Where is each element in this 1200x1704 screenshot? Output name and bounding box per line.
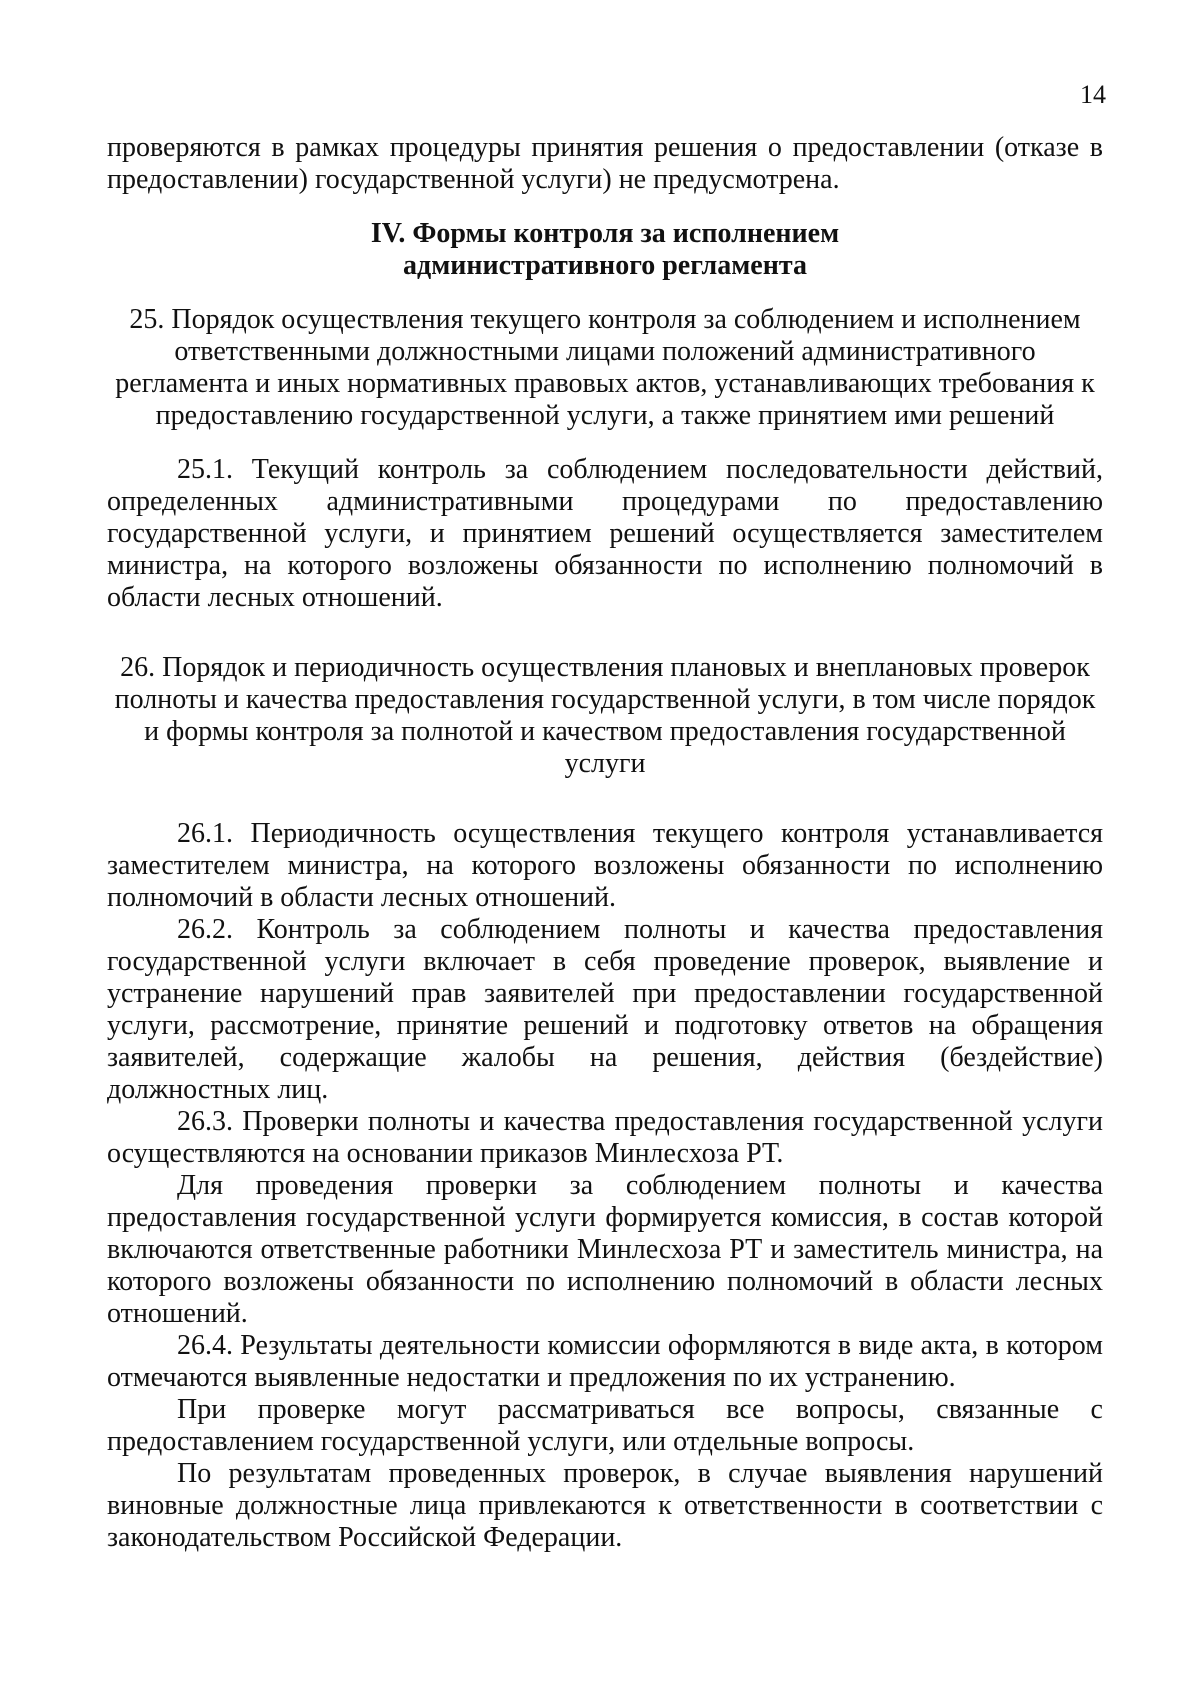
paragraph-25-1: 25.1. Текущий контроль за соблюдением последовательности действий, определенных административными процедурами по предоставлению государственной услуги, и принятием решений осуществляется заместителем министра, на которого возложены обязанности по исполнению полномочий в области лесных отношений.: [107, 454, 1103, 613]
paragraph-26-1: 26.1. Периодичность осуществления текущего контроля устанавливается заместителем министра, на которого возложены обязанности по исполнению полномочий в области лесных отношений.: [107, 818, 1103, 913]
section-heading-line-2: административного регламента: [403, 250, 807, 281]
section-heading-line-1: IV. Формы контроля за исполнением: [370, 218, 840, 249]
subsection-26-heading: 26. Порядок и периодичность осуществления плановых и внеплановых проверок полноты и качества предоставления государственной услуги, в том числе порядок и формы контроля за полнотой и качеством предоставления государственной услуги: [114, 652, 1096, 779]
page-number: 14: [1080, 80, 1106, 109]
paragraph-26-3: 26.3. Проверки полноты и качества предоставления государственной услуги осуществляются на основании приказов Минлесхоза РТ.: [107, 1106, 1103, 1169]
subsection-25-heading: 25. Порядок осуществления текущего контроля за соблюдением и исполнением ответственными должностными лицами положений административного регламента и иных нормативных правовых актов, устанавливающих требования к предоставлению государственной услуги, а также принятием ими решений: [115, 304, 1095, 431]
paragraph-26-2: 26.2. Контроль за соблюдением полноты и качества предоставления государственной услуги включает в себя проведение проверок, выявление и устранение нарушений прав заявителей при предоставлении государственной услуги, рассмотрение, принятие решений и подготовку ответов на обращения заявителей, содержащие жалобы на решения, действия (бездействие) должностных лиц.: [107, 914, 1103, 1105]
paragraph-26-4: 26.4. Результаты деятельности комиссии оформляются в виде акта, в котором отмечаются выявленные недостатки и предложения по их устранению.: [107, 1330, 1103, 1393]
paragraph-26-4-scope: При проверке могут рассматриваться все вопросы, связанные с предоставлением государственной услуги, или отдельные вопросы.: [107, 1394, 1103, 1457]
carryover-paragraph: проверяются в рамках процедуры принятия решения о предоставлении (отказе в предоставлении) государственной услуги) не предусмотрена.: [107, 132, 1103, 195]
paragraph-26-4-liability: По результатам проведенных проверок, в случае выявления нарушений виновные должностные лица привлекаются к ответственности в соответствии с законодательством Российской Федерации.: [107, 1458, 1103, 1553]
document-body: [107, 132, 1103, 1554]
paragraph-26-3-commission: Для проведения проверки за соблюдением полноты и качества предоставления государственной услуги формируется комиссия, в состав которой включаются ответственные работники Минлесхоза РТ и заместитель министра, на которого возложены обязанности по исполнению полномочий в области лесных отношений.: [107, 1170, 1103, 1329]
